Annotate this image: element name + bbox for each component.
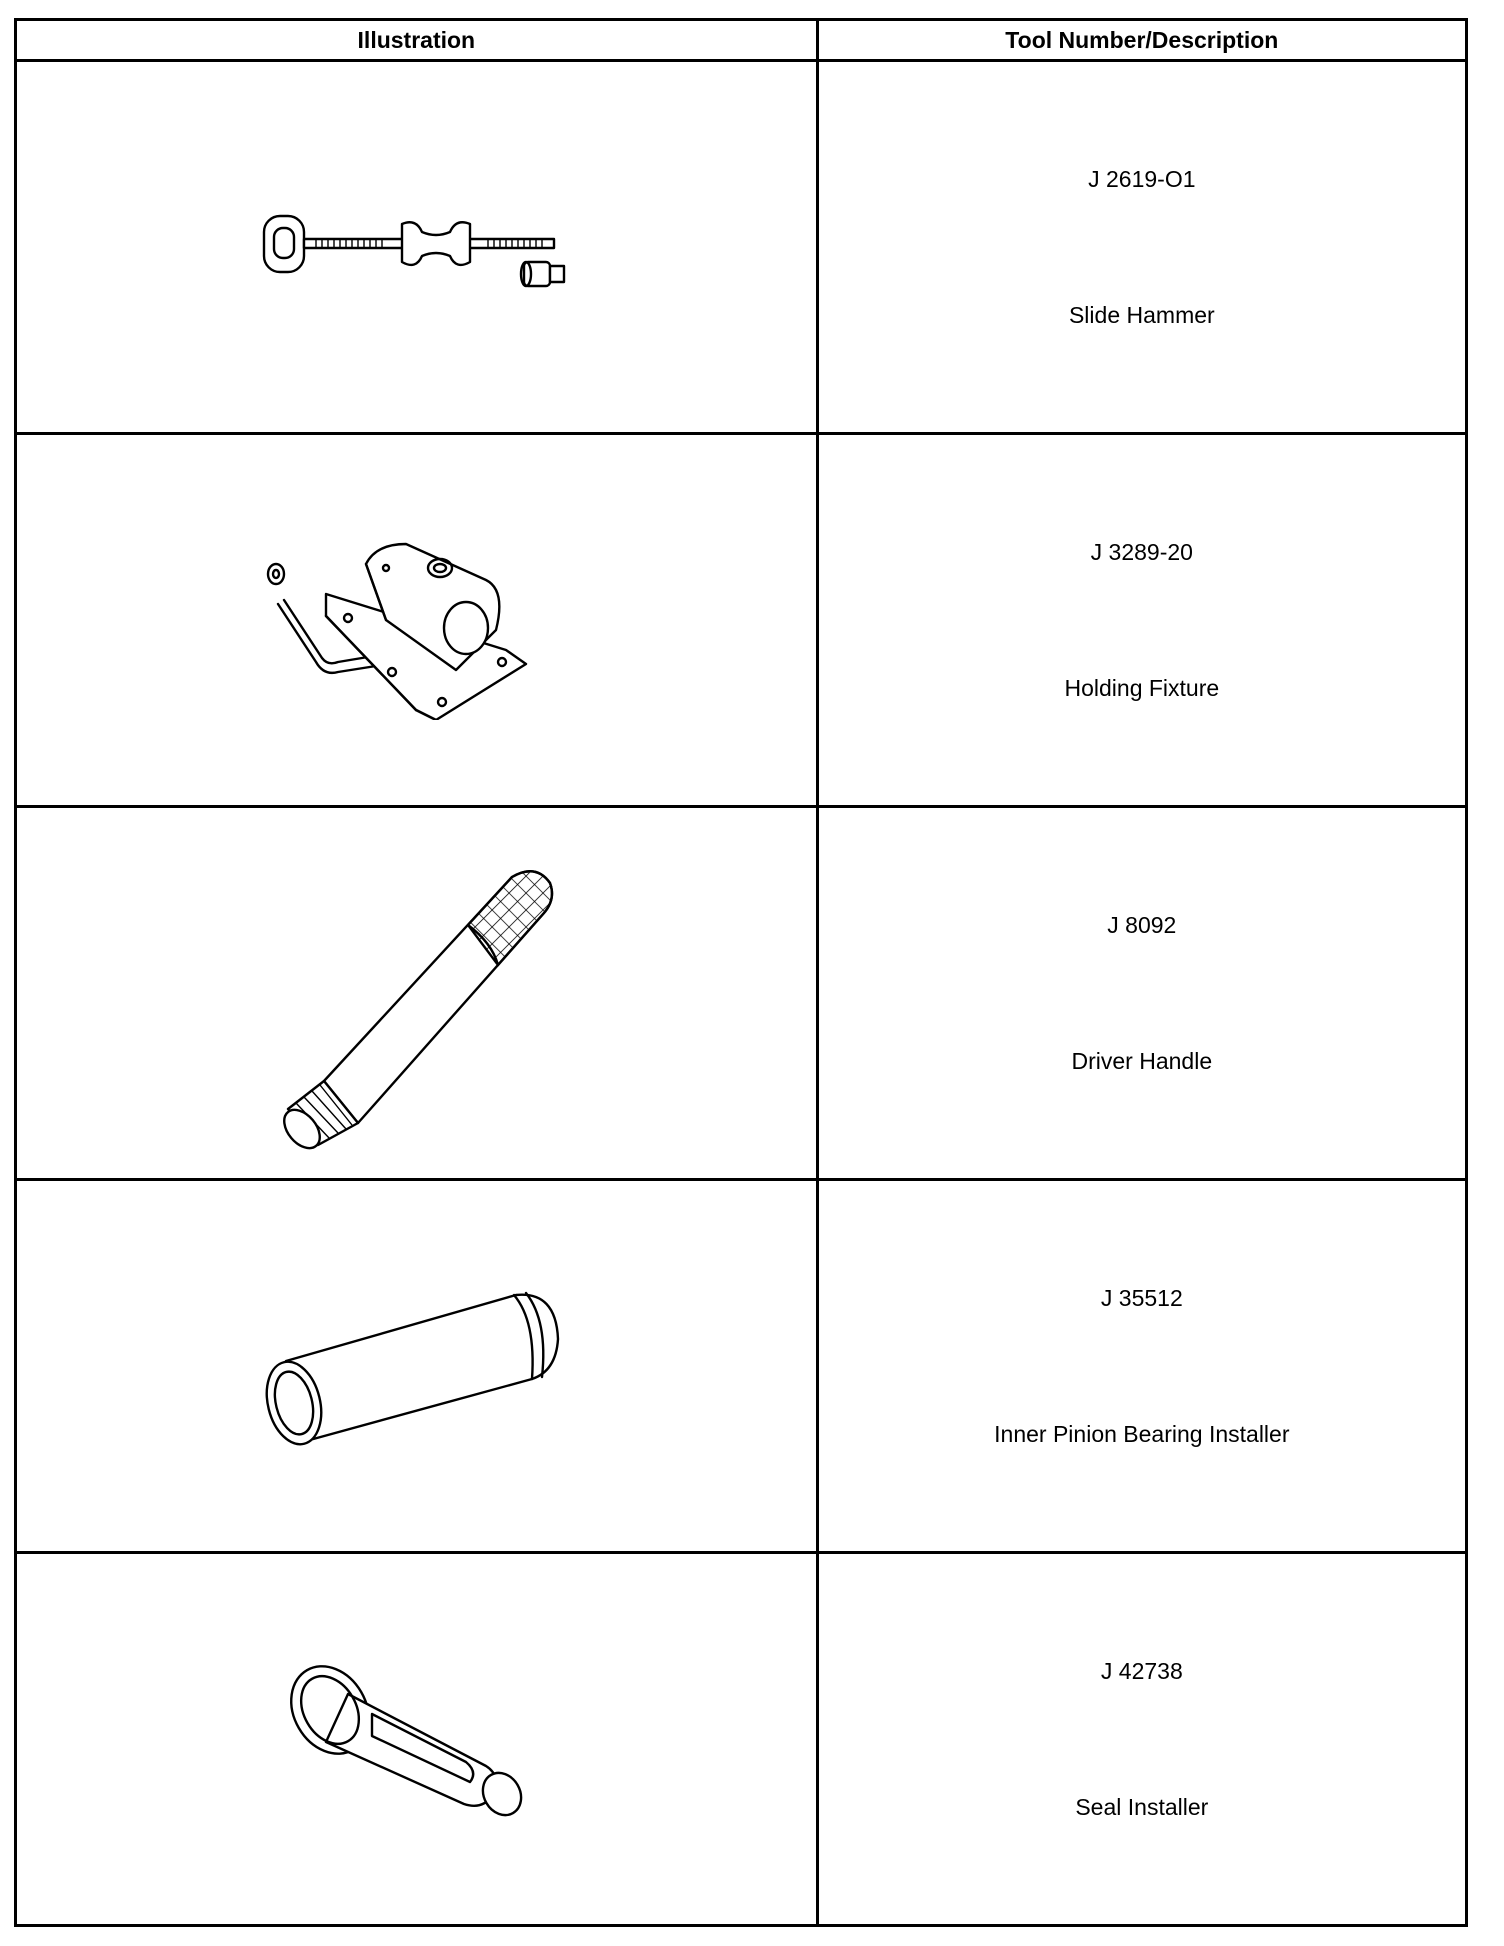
tool-number: J 8092 (1107, 912, 1177, 938)
illustration-cell (16, 1553, 818, 1926)
tool-number: J 3289-20 (1090, 539, 1193, 565)
illustration-cell (16, 807, 818, 1180)
description-cell (817, 434, 1466, 807)
description-cell (817, 807, 1466, 1180)
bearing-installer-icon (256, 1281, 576, 1451)
illustration-cell (16, 434, 818, 807)
tool-description: Driver Handle (1071, 1048, 1213, 1074)
driver-handle-icon (246, 833, 586, 1153)
tool-header: Tool Number/Description (817, 20, 1466, 61)
slide-hammer-icon (256, 202, 576, 292)
illustration-cell (16, 61, 818, 434)
tool-description: Holding Fixture (1064, 675, 1220, 701)
illustration-header: Illustration (16, 20, 818, 61)
tool-description: Slide Hammer (1068, 302, 1215, 328)
description-cell (817, 1180, 1466, 1553)
description-cell (817, 1553, 1466, 1926)
tool-number: J 2619-O1 (1088, 166, 1196, 192)
holding-fixture-icon (256, 520, 576, 720)
tool-description: Seal Installer (1075, 1794, 1209, 1820)
table-row (16, 1553, 1467, 1926)
table-row (16, 434, 1467, 807)
seal-installer-icon (286, 1654, 546, 1824)
table-header-row (16, 20, 1467, 61)
tool-description: Inner Pinion Bearing Installer (994, 1421, 1290, 1447)
tool-number: J 35512 (1100, 1285, 1183, 1311)
tool-number: J 42738 (1100, 1658, 1183, 1684)
table-row (16, 1180, 1467, 1553)
illustration-cell (16, 1180, 818, 1553)
table-row (16, 807, 1467, 1180)
description-cell (817, 61, 1466, 434)
table-row (16, 61, 1467, 434)
special-tools-table (14, 18, 1468, 1927)
